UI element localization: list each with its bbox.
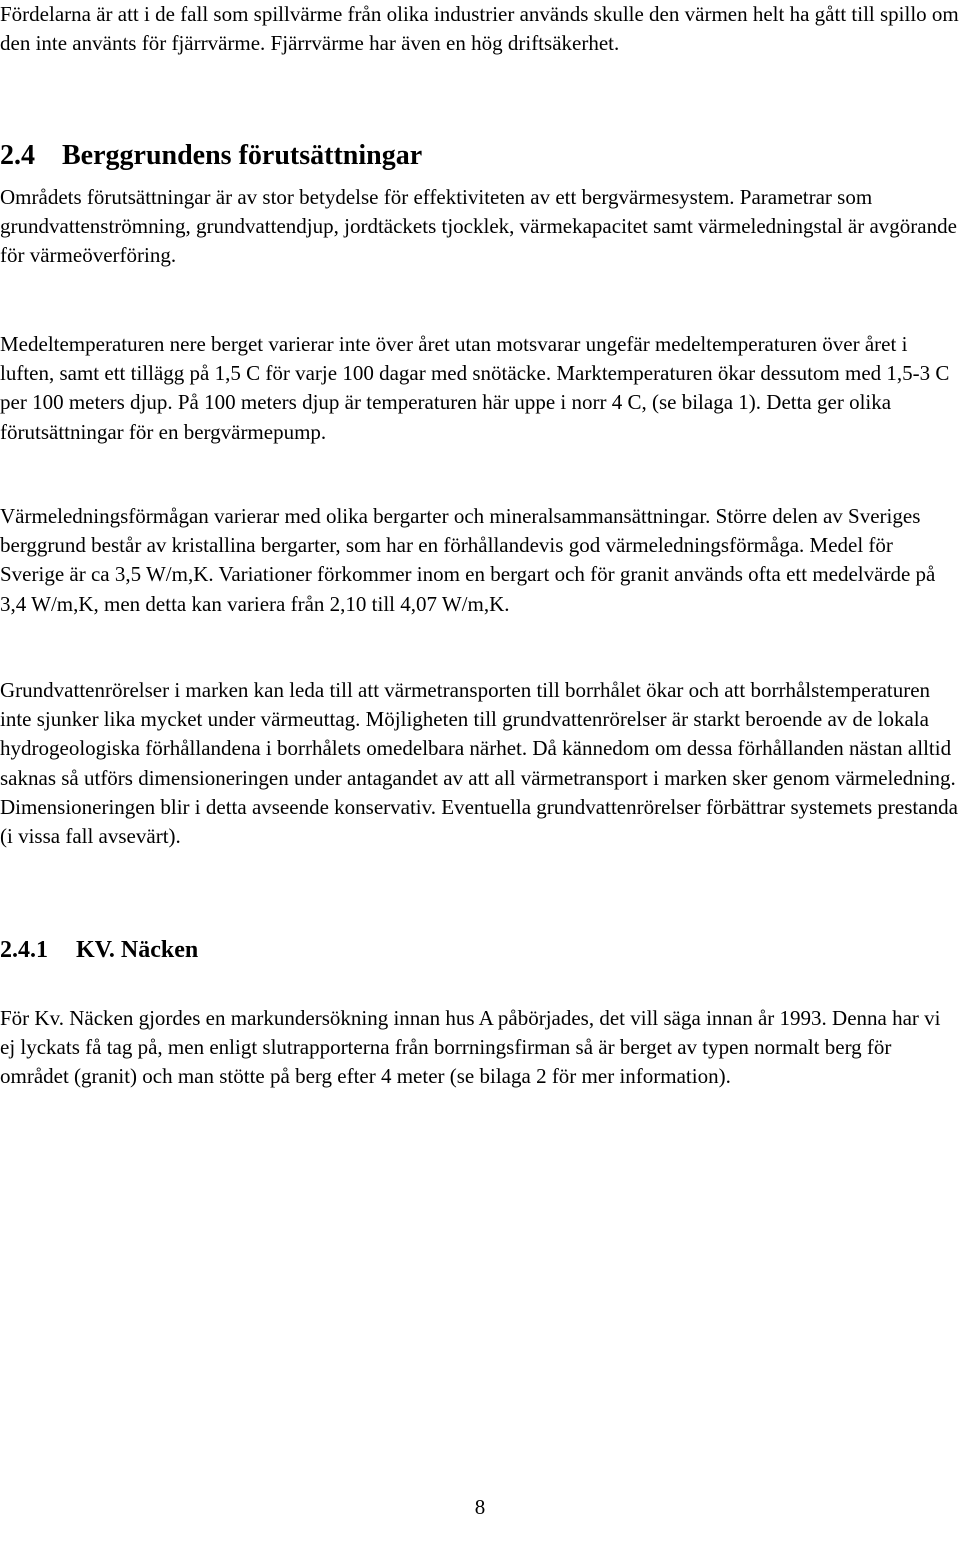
intro-paragraph: Fördelarna är att i de fall som spillvärme från olika industrier används skulle den värmen helt ha gått till spillo om den inte använts för fjärrvärme. Fjärrvärme har även en hög driftsäkerhet. [0,2,959,56]
section-number: 2.4 [0,140,35,171]
page-number: 8 [474,1495,486,1519]
paragraph-groundwater: Grundvattenrörelser i marken kan leda till att värmetransporten till borrhålet ökar och att borrhålstemperaturen inte sjunker lika mycket under värmeuttag. Möjligheten till grundvattenrörelser är starkt beroende av de lokala hydrogeologiska förhållandena i borrhålets omedelbara närhet. Då kännedom om dessa förhållanden nästan alltid saknas så utförs dimensioneringen under antagandet av att all värmetransport i marken sker genom värmeledning. Dimensioneringen blir i detta avseende konservativ. Eventuella grundvattenrörelser förbättrar systemets prestanda (i vissa fall avsevärt). [0,678,958,849]
section-heading [0,138,422,174]
section-title: Berggrundens förutsättningar [62,140,423,171]
subsection-number: 2.4.1 [0,937,48,963]
paragraph-thermal-conductivity: Värmeledningsförmågan varierar med olika bergarter och mineralsammansättningar. Större delen av Sveriges berggrund består av kristallina bergarter, som har en förhållandevis god värmeledningsförmåga. Medel för Sverige är ca 3,5 W/m,K. Variationer förkommer inom en bergart och för granit används ofta ett medelvärde på 3,4 W/m,K, men detta kan variera från 2,10 till 4,07 W/m,K. [0,504,936,616]
subsection-heading [0,933,198,967]
paragraph-site-conditions: Områdets förutsättningar är av stor betydelse för effektiviteten av ett bergvärmesystem. Parametrar som grundvattenströmning, grundvattendjup, jordtäckets tjocklek, värmekapacitet samt värmeledningstal är avgörande för värmeöverföring. [0,185,957,268]
paragraph-kv-nacken: För Kv. Näcken gjordes en markundersökning innan hus A påbörjades, det vill säga innan år 1993. Denna har vi ej lyckats få tag på, men enligt slutrapporterna från borrningsfirman så är berget av typen normalt berg för området (granit) och man stötte på berg efter 4 meter (se bilaga 2 för mer information). [0,1006,941,1089]
paragraph-mean-temperature: Medeltemperaturen nere berget varierar inte över året utan motsvarar ungefär medeltemperaturen över året i luften, samt ett tillägg på 1,5 C för varje 100 dagar med snötäcke. Marktemperaturen ökar dessutom med 1,5-3 C per 100 meters djup. På 100 meters djup är temperaturen här uppe i norr 4 C, (se bilaga 1). Detta ger olika förutsättningar för en bergvärmepump. [0,332,950,444]
subsection-title: KV. Näcken [76,937,199,963]
